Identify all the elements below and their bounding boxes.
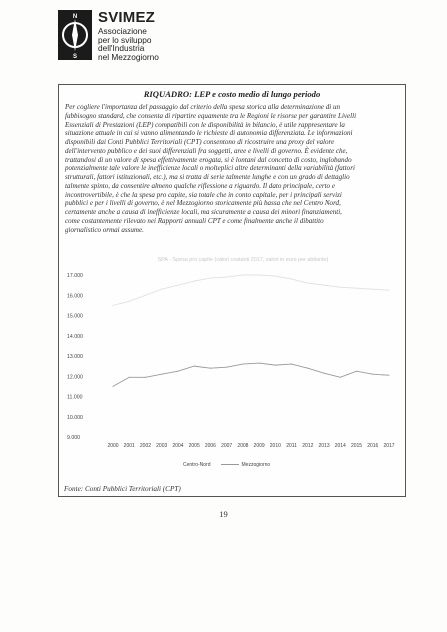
chart-legend xyxy=(183,462,280,468)
data-point-mezzogiorno xyxy=(113,386,114,387)
text-line: trattandosi di un valore di spesa effettivamente erogata, si è lontani dal concetto di costo, inglobando xyxy=(65,155,352,164)
compass-logo-icon xyxy=(58,10,92,60)
data-point-mezzogiorno xyxy=(324,373,325,374)
x-tick-label: 2012 xyxy=(302,443,314,449)
svimez-logo xyxy=(58,10,208,62)
box-title: RIQUADRO: LEP e costo medio di lungo periodo xyxy=(143,89,321,99)
svg-text:S: S xyxy=(72,54,78,60)
data-point-centro-nord xyxy=(340,287,341,288)
x-tick-label: 2017 xyxy=(383,443,395,449)
text-line: strutturali, fattori istituzionali, etc.), ma si tratta di serie talmente lunghe e con un grado di dettaglio xyxy=(65,173,350,181)
data-point-mezzogiorno xyxy=(307,368,308,369)
source-note: Fonte: Conti Pubblici Territoriali (CPT) xyxy=(64,485,181,493)
page-number: 19 xyxy=(219,509,228,519)
text-line: potenzialmente tale valore le inefficienze locali o molteplici altre determinanti della variabilità (fattori xyxy=(65,164,355,173)
text-line: talmente spinto, da consentire almeno qualche riflessione a riguardo. Il dato principale, certo e xyxy=(65,181,335,190)
data-point-mezzogiorno xyxy=(210,368,211,369)
x-tick-label: 2016 xyxy=(367,443,379,449)
spending-chart xyxy=(63,257,401,473)
data-point-centro-nord xyxy=(291,279,292,280)
x-tick-label: 2007 xyxy=(221,443,233,449)
x-tick-label: 2014 xyxy=(334,443,346,449)
x-tick-label: 2005 xyxy=(188,443,200,449)
logo-subtitle xyxy=(98,27,159,61)
x-tick-label: 2011 xyxy=(286,443,297,449)
text-line: Essenziali di Prestazioni (LEP) compatibili con le disponibilità in bilancio, è utile rappresentare la xyxy=(65,120,345,129)
data-point-mezzogiorno xyxy=(242,364,243,365)
y-tick-label: 9.000 xyxy=(67,435,80,441)
data-point-mezzogiorno xyxy=(275,365,276,366)
x-tick-label: 2009 xyxy=(253,443,265,449)
data-point-centro-nord xyxy=(129,301,130,302)
chart-title: SPA - Spesa pro capite (valori costanti 2017, valori in euro per abitante) xyxy=(157,257,329,263)
data-point-centro-nord xyxy=(161,289,162,290)
legend-swatch xyxy=(221,464,239,465)
legend-item xyxy=(183,462,211,468)
box-paragraph xyxy=(65,103,401,234)
y-tick-label: 11.000 xyxy=(67,394,83,401)
logo-subtitle-line: dell'Industria xyxy=(98,43,145,54)
legend-item xyxy=(221,462,271,468)
y-tick-label: 12.000 xyxy=(67,374,83,381)
text-line: situazione attuale in cui si vanno alimentando le richieste di autonomia differenziata. Le informazioni xyxy=(65,129,353,138)
logo-subtitle-line: per lo sviluppo xyxy=(98,34,152,45)
x-tick-label: 2013 xyxy=(318,443,330,449)
data-point-mezzogiorno xyxy=(177,371,178,372)
data-point-mezzogiorno xyxy=(356,371,357,372)
x-tick-label: 2001 xyxy=(123,443,135,449)
data-point-mezzogiorno xyxy=(259,363,260,364)
x-tick-label: 2002 xyxy=(139,443,152,449)
data-point-mezzogiorno xyxy=(226,367,227,368)
data-point-mezzogiorno xyxy=(340,377,341,378)
data-point-mezzogiorno xyxy=(389,375,390,376)
data-point-mezzogiorno xyxy=(129,377,130,378)
x-tick-label: 2000 xyxy=(107,443,119,449)
series-line-centro-nord xyxy=(113,275,389,305)
y-tick-label: 17.000 xyxy=(67,273,83,279)
text-line: certamente anche a causa di inefficienze locali, ma sicuramente a causa dei minori finanziamenti, xyxy=(65,208,342,216)
x-tick-label: 2008 xyxy=(237,443,249,449)
data-point-mezzogiorno xyxy=(291,364,292,365)
y-tick-label: 16.000 xyxy=(67,293,83,300)
text-line: pubblici e per i livelli di governo, è nel Mezzogiorno storicamente più bassa che nel Centro Nord, xyxy=(65,199,341,208)
x-tick-label: 2006 xyxy=(204,443,216,449)
y-tick-label: 14.000 xyxy=(67,333,83,340)
series-line-mezzogiorno xyxy=(113,363,389,386)
x-tick-label: 2015 xyxy=(350,443,363,449)
data-point-centro-nord xyxy=(226,277,227,278)
logo-subtitle-line: nel Mezzogiorno xyxy=(98,51,159,62)
x-tick-label: 2010 xyxy=(269,443,281,449)
data-point-centro-nord xyxy=(145,295,146,296)
legend-label: Centro-Nord xyxy=(183,462,211,468)
text-line: disponibili dai Conti Pubblici Territoriali (CPT) consentono di ricostruire una proxy del valore xyxy=(65,138,335,146)
x-tick-label: 2003 xyxy=(156,443,168,449)
y-tick-label: 10.000 xyxy=(67,414,83,421)
text-line: giornalistico ormai assume. xyxy=(65,225,144,234)
text-line: Per cogliere l'importanza del passaggio dal criterio della spesa storica alla determinazione di un xyxy=(65,103,341,111)
data-point-centro-nord xyxy=(210,278,211,279)
data-point-centro-nord xyxy=(177,285,178,286)
riquadro-box xyxy=(58,84,406,497)
data-point-mezzogiorno xyxy=(372,374,373,375)
data-point-centro-nord xyxy=(194,281,195,282)
svg-text:N: N xyxy=(72,14,78,20)
text-line: come costantemente rilevato nei Rapporti annuali CPT e come finalmente anche il dibattito xyxy=(65,216,324,225)
data-point-centro-nord xyxy=(389,290,390,291)
data-point-centro-nord xyxy=(372,289,373,290)
text-line: incontrovertibile, è che la spesa pro capite, sia totale che in conto capitale, per i principali servizi xyxy=(65,190,342,199)
legend-label: Mezzogiorno xyxy=(241,462,271,468)
data-point-centro-nord xyxy=(259,275,260,276)
line-chart-svg xyxy=(63,257,401,457)
logo-name: SVIMEZ xyxy=(98,9,156,26)
data-point-centro-nord xyxy=(324,285,325,286)
text-line: fabbisogno standard, che consenta di ripartire equamente tra le Regioni le risorse per garantire Livelli xyxy=(65,111,357,120)
data-point-mezzogiorno xyxy=(161,374,162,375)
y-tick-label: 13.000 xyxy=(67,354,83,360)
data-point-mezzogiorno xyxy=(194,366,195,367)
text-line: dell'intervento pubblico e dei suoi differenziali fra soggetti, aree e livelli di governo. È evidente che, xyxy=(65,146,348,155)
logo-subtitle-line: Associazione xyxy=(98,26,147,36)
data-point-centro-nord xyxy=(307,283,308,284)
data-point-centro-nord xyxy=(356,288,357,289)
data-point-centro-nord xyxy=(242,275,243,276)
data-point-centro-nord xyxy=(275,276,276,277)
x-tick-label: 2004 xyxy=(172,443,184,449)
data-point-mezzogiorno xyxy=(145,377,146,378)
data-point-centro-nord xyxy=(113,305,114,306)
y-tick-label: 15.000 xyxy=(67,313,83,320)
